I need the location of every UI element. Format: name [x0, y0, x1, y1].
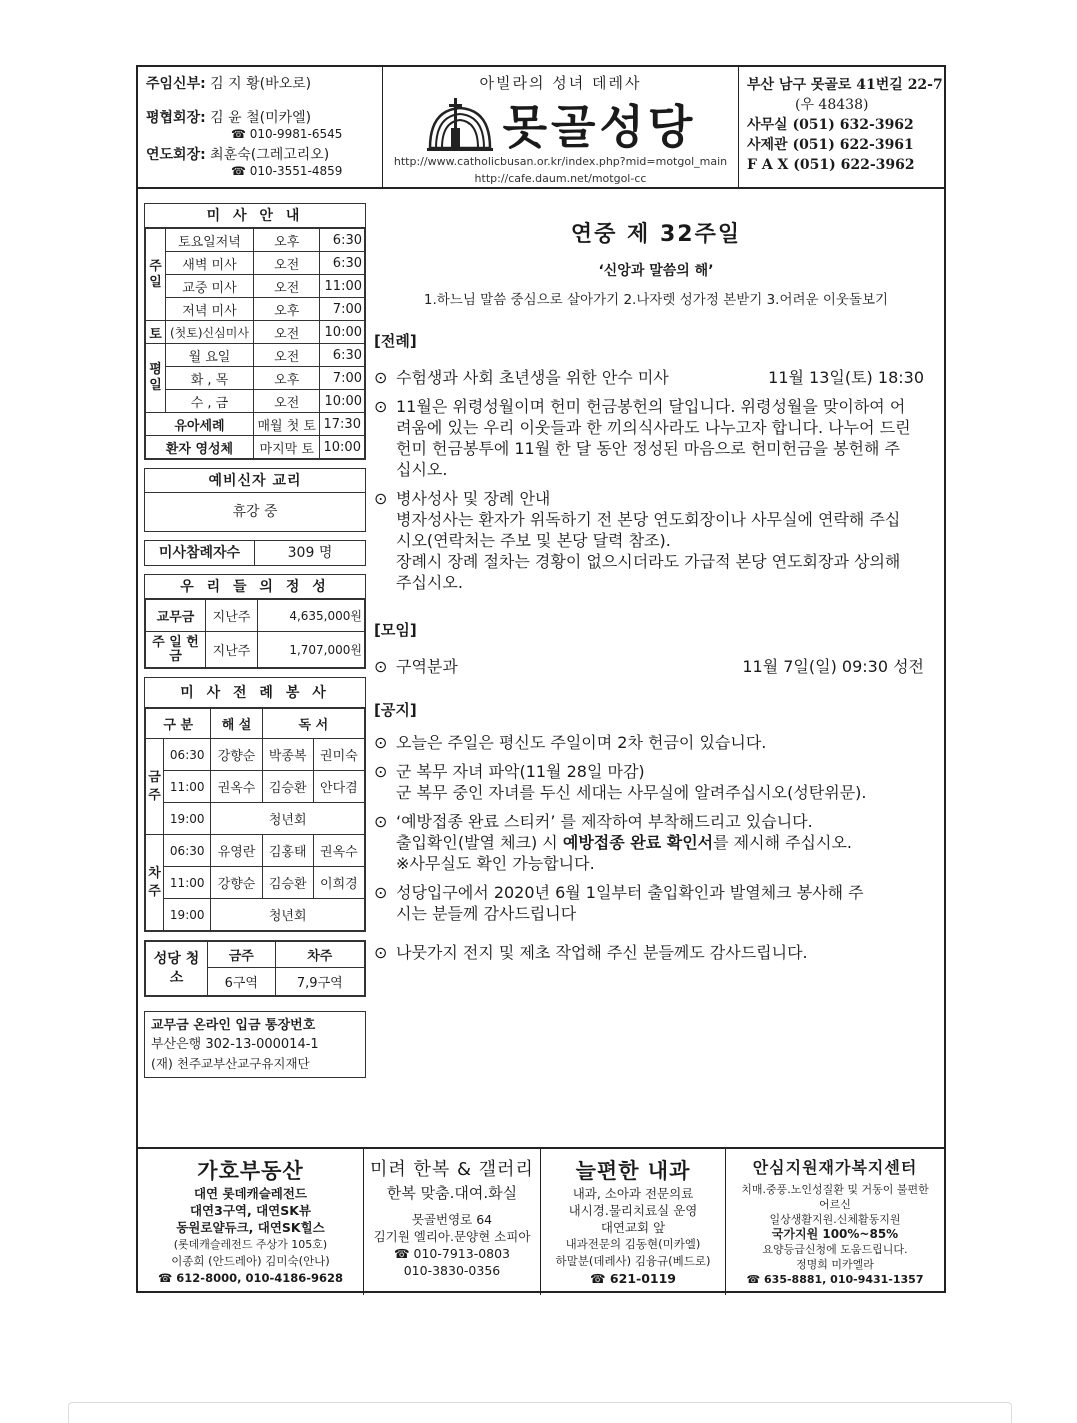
- ad-care-center: [726, 1149, 944, 1295]
- server-commentator: 권옥수: [211, 771, 262, 803]
- mass-name: 화 , 목: [166, 367, 254, 390]
- mass-ampm: 오전: [253, 390, 320, 413]
- server-youth: 청년회: [211, 899, 365, 931]
- clergy-info: [138, 67, 383, 187]
- notice-date: 11월 7일(일) 09:30 성전: [742, 657, 924, 676]
- mass-name: 수 , 금: [166, 390, 254, 413]
- cleaning-next-head: 차주: [275, 942, 364, 968]
- offering-title: 우 리 들 의 정 성: [145, 575, 365, 599]
- offering-period: 지난주: [206, 632, 258, 668]
- saturday-group-label: 토: [146, 321, 166, 344]
- notice-text: 성당입구에서 2020년 6월 1일부터 출입확인과 발열체크 봉사해 주시는 분들께 감사드립니다: [396, 883, 864, 923]
- this-week-label: 금주: [146, 739, 164, 835]
- pastor-label: 주임신부:: [146, 76, 206, 92]
- attendance-box: [144, 540, 366, 566]
- catechism-title: 예비신자 교리: [145, 469, 365, 493]
- cleaning-label: 성당 청소: [146, 942, 208, 996]
- notice-text: 를 제시해 주십시오.: [713, 833, 853, 852]
- list-item: [370, 942, 942, 963]
- mass-time: 11:00: [320, 275, 365, 298]
- mass-ampm: 오전: [253, 321, 320, 344]
- server-reader: 안다겸: [313, 771, 364, 803]
- mass-time: 6:30: [320, 344, 365, 367]
- server-commentator: 강향순: [211, 867, 262, 899]
- notice-text: 병사성사 및 장례 안내: [396, 489, 551, 508]
- section-notice: [공지]: [374, 701, 417, 719]
- list-item: [370, 656, 942, 677]
- table-row: [146, 942, 365, 968]
- patron-saint: 아빌라의 성녀 데레사: [479, 74, 642, 92]
- cleaning-this-area: 6구역: [208, 968, 276, 996]
- parish-banner: [383, 67, 739, 187]
- table-row: [146, 803, 365, 835]
- mass-name: (첫토)신심미사: [166, 321, 254, 344]
- list-item: [370, 396, 942, 480]
- sick-communion-label: 환자 영성체: [146, 436, 254, 459]
- ad-line: ☎ 621-0119: [590, 1271, 676, 1286]
- parish-contact: [739, 67, 944, 187]
- mass-time: 7:00: [320, 298, 365, 321]
- ad-hanbok: [364, 1149, 541, 1295]
- notice-text: 군 복무 중인 자녀를 두신 세대는 사무실에 알려주십시오(성탄위문).: [396, 783, 867, 802]
- list-item: [370, 761, 942, 803]
- list-item: [370, 882, 942, 924]
- year-goals: 1.하느님 말씀 중심으로 살아가기 2.나자렛 성가정 본받기 3.어려운 이웃돌보기: [423, 292, 889, 308]
- server-reader: 김승환: [262, 867, 313, 899]
- table-row: [146, 600, 365, 632]
- table-row: [146, 835, 365, 867]
- office-phone: 사무실 (051) 632-3962: [747, 117, 914, 133]
- bullet-icon: ⊙: [374, 943, 388, 962]
- offering-period: 지난주: [206, 600, 258, 632]
- server-time: 19:00: [164, 803, 211, 835]
- infant-baptism-time: 17:30: [320, 413, 365, 436]
- cleaning-table: [145, 941, 365, 996]
- catechism-status: 휴강 중: [232, 504, 278, 520]
- server-reader: 김승환: [262, 771, 313, 803]
- table-row: [146, 867, 365, 899]
- ad-title: 늘편한 내과: [575, 1159, 691, 1183]
- server-reader: 권옥수: [313, 835, 364, 867]
- mass-ampm: 오후: [253, 367, 320, 390]
- mass-name: 토요일저녁: [166, 229, 254, 252]
- mass-name: 저녁 미사: [166, 298, 254, 321]
- bullet-icon: ⊙: [374, 657, 388, 676]
- sidebar: [144, 203, 366, 1086]
- server-reader: 박종복: [262, 739, 313, 771]
- server-time: 11:00: [164, 867, 211, 899]
- table-row: [146, 275, 365, 298]
- server-reader: 권미숙: [313, 739, 364, 771]
- bullet-icon: ⊙: [374, 883, 388, 902]
- table-row: [146, 709, 365, 739]
- notices-content: [370, 195, 942, 1115]
- bullet-icon: ⊙: [374, 812, 388, 831]
- table-row: [146, 739, 365, 771]
- bank-box: [144, 1011, 366, 1078]
- mass-schedule: [144, 203, 366, 460]
- offering-table: [145, 599, 365, 668]
- parish-address: 부산 남구 못골로 41번길 22-7: [747, 77, 943, 93]
- weekday-group-label: 평일: [146, 344, 166, 413]
- ad-line: 요양등급신청에 도움드립니다.: [762, 1243, 908, 1256]
- table-row: [146, 367, 365, 390]
- council-label: 평협회장:: [146, 110, 206, 126]
- ad-line: 국가지원 100%~85%: [771, 1227, 899, 1241]
- mass-time: 6:30: [320, 229, 365, 252]
- table-row: [146, 899, 365, 931]
- mass-ampm: 오전: [253, 252, 320, 275]
- table-row: [146, 390, 365, 413]
- ad-title: 안심지원재가복지센터: [752, 1158, 918, 1177]
- servers-box: [144, 677, 366, 932]
- mass-ampm: 오전: [253, 275, 320, 298]
- server-youth: 청년회: [211, 803, 365, 835]
- bullet-icon: ⊙: [374, 368, 388, 387]
- ad-title: 미려 한복 & 갤러리: [370, 1159, 534, 1180]
- section-meeting: [모임]: [374, 621, 417, 639]
- servers-table: [145, 708, 365, 931]
- table-row: [146, 252, 365, 275]
- notice-text: 11월은 위령성월이며 헌미 헌금봉헌의 달입니다. 위령성월을 맞이하여 어려움에 있는 우리 이웃들과 한 끼의식사라도 나누고자 합니다. 나누어 드린 헌미 헌금봉투에 11월 한 달 동안 정성된 마음으로 헌미헌금을 봉헌해 주십시오.: [396, 397, 911, 479]
- notice-text: 병자성사는 환자가 위독하기 전 본당 연도회장이나 사무실에 연락해 주십시오(연락처는 주보 및 본당 달력 참조).: [396, 510, 901, 550]
- ad-line: 한복 맞춤.대여.화실: [386, 1184, 518, 1202]
- mass-name: 월 요일: [166, 344, 254, 367]
- ad-line: 대연 롯데캐슬레전드: [193, 1186, 308, 1201]
- catechism-box: [144, 468, 366, 532]
- notice-text: 수험생과 사회 초년생을 위한 안수 미사: [396, 368, 669, 387]
- infant-baptism-label: 유아세례: [146, 413, 254, 436]
- bank-title: 교무금 온라인 입금 통장번호: [151, 1018, 316, 1033]
- ad-line: 대연3구역, 대연SK뷰: [189, 1203, 311, 1218]
- notice-text: ‘예방접종 완료 스티커’ 를 제작하여 부착해드리고 있습니다.: [396, 812, 813, 831]
- notice-emphasis: 예방접종 완료 확인서: [562, 833, 714, 852]
- ad-line: 김기원 엘리아.문양현 소피아: [373, 1229, 531, 1244]
- notice-text: 출입확인(발열 체크) 시: [396, 833, 558, 852]
- table-row: [146, 413, 365, 436]
- ad-title: 가호부동산: [197, 1159, 304, 1183]
- sick-communion-time: 10:00: [320, 436, 365, 459]
- servers-head: 구 분: [146, 709, 211, 739]
- mass-ampm: 오후: [253, 298, 320, 321]
- cleaning-box: [144, 940, 366, 997]
- server-time: 06:30: [164, 739, 211, 771]
- ad-line: (롯데캐슬레전드 주상가 105호): [173, 1238, 328, 1251]
- ad-clinic: [541, 1149, 726, 1295]
- cleaning-this-head: 금주: [208, 942, 276, 968]
- ad-line: 010-3830-0356: [403, 1263, 501, 1278]
- ad-line: 못골번영로 64: [411, 1212, 493, 1227]
- leader-label: 연도회장:: [146, 147, 206, 163]
- cleaning-next-area: 7,9구역: [275, 968, 364, 996]
- offering-amount: 1,707,000원: [258, 632, 365, 668]
- bullet-icon: ⊙: [374, 733, 388, 752]
- ad-line: ☎ 010-7913-0803: [393, 1246, 511, 1261]
- parish-name: 못골성당: [502, 100, 697, 154]
- bulletin-header: [138, 67, 944, 189]
- offering-box: [144, 574, 366, 669]
- section-liturgy: [전례]: [374, 332, 417, 350]
- table-row: [146, 344, 365, 367]
- attendance-label: 미사참례자수: [145, 541, 255, 565]
- mass-time: 10:00: [320, 390, 365, 413]
- servers-head: 독 서: [262, 709, 364, 739]
- ad-line: 하말분(데레사) 김융규(베드로): [555, 1254, 711, 1268]
- ad-line: 내과, 소아과 전문의료: [572, 1186, 694, 1201]
- table-row: [146, 298, 365, 321]
- server-time: 11:00: [164, 771, 211, 803]
- page-footer-panel: [68, 1402, 1012, 1423]
- ad-line: 대연교회 앞: [600, 1220, 666, 1235]
- leader-phone: ☎ 010-3551-4859: [231, 164, 343, 178]
- ad-line: ☎ 612-8000, 010-4186-9628: [157, 1271, 344, 1285]
- sick-communion-day: 마지막 토: [253, 436, 320, 459]
- notice-text: 구역분과: [396, 657, 458, 676]
- sponsor-ads: [138, 1147, 944, 1293]
- year-theme: ‘신앙과 말씀의 해’: [598, 263, 714, 279]
- table-row: [146, 436, 365, 459]
- server-reader: 이희경: [313, 867, 364, 899]
- leader-name: 최훈숙(그레고리오): [210, 147, 330, 163]
- parish-zip: (우 48438): [795, 97, 869, 113]
- list-item: [370, 367, 942, 388]
- rectory-phone: 사제관 (051) 622-3961: [747, 137, 914, 153]
- sunday-group-label: 주일: [146, 229, 166, 321]
- ad-line: 어르신: [819, 1198, 851, 1211]
- bullet-icon: ⊙: [374, 762, 388, 781]
- attendance-count: 309 명: [287, 545, 333, 561]
- church-logo-icon: [425, 96, 495, 152]
- notice-text: 오늘은 주일은 평신도 주일이며 2차 헌금이 있습니다.: [396, 733, 767, 752]
- mass-time: 7:00: [320, 367, 365, 390]
- list-item: [370, 811, 942, 874]
- diocese-url[interactable]: http://www.catholicbusan.or.kr/index.php?mid=motgol_main: [393, 155, 728, 168]
- council-phone: ☎ 010-9981-6545: [231, 127, 343, 141]
- table-row: [146, 229, 365, 252]
- ad-real-estate: [138, 1149, 364, 1295]
- servers-head: 해 설: [211, 709, 262, 739]
- servers-title: 미 사 전 례 봉 사: [145, 678, 365, 708]
- table-row: [146, 771, 365, 803]
- server-commentator: 유영란: [211, 835, 262, 867]
- ad-line: ☎ 635-8881, 010-9431-1357: [746, 1273, 924, 1286]
- mass-name: 새벽 미사: [166, 252, 254, 275]
- mass-time: 6:30: [320, 252, 365, 275]
- bank-holder: (재) 천주교부산교구유지재단: [151, 1056, 310, 1071]
- list-item: [370, 732, 942, 753]
- list-item: [370, 488, 942, 593]
- bulletin-sheet: [136, 65, 946, 1293]
- notice-date: 11월 13일(토) 18:30: [768, 368, 924, 387]
- week-title: 연중 제 32주일: [570, 222, 742, 247]
- notice-text: 군 복무 자녀 파악(11월 28일 마감): [396, 762, 645, 781]
- table-row: [146, 632, 365, 668]
- bullet-icon: ⊙: [374, 489, 388, 508]
- server-time: 06:30: [164, 835, 211, 867]
- ad-line: 정명희 미카엘라: [796, 1258, 874, 1271]
- bullet-icon: ⊙: [374, 397, 388, 416]
- mass-time: 10:00: [320, 321, 365, 344]
- mass-name: 교중 미사: [166, 275, 254, 298]
- next-week-label: 차주: [146, 835, 164, 931]
- ad-line: 내시경.물리치료실 운영: [568, 1203, 698, 1218]
- notice-text: ※사무실도 확인 가능합니다.: [396, 854, 595, 873]
- mass-ampm: 오후: [253, 229, 320, 252]
- mass-ampm: 오전: [253, 344, 320, 367]
- offering-label: 주 일 헌 금: [146, 632, 206, 668]
- pastor-name: 김 지 황(바오로): [210, 76, 312, 92]
- mass-table: [145, 228, 365, 459]
- server-commentator: 강향순: [211, 739, 262, 771]
- mass-schedule-title: 미 사 안 내: [145, 204, 365, 228]
- infant-baptism-day: 매월 첫 토: [253, 413, 320, 436]
- ad-line: 치매.중풍.노인성질환 및 거동이 불편한: [741, 1183, 929, 1196]
- council-name: 김 윤 철(미카엘): [210, 110, 312, 126]
- ad-line: 동원로얄듀크, 대연SK힐스: [176, 1220, 325, 1235]
- offering-label: 교무금: [146, 600, 206, 632]
- notice-text: 나뭇가지 전지 및 제초 작업해 주신 분들께도 감사드립니다.: [396, 943, 808, 962]
- ad-line: 내과전문의 김동현(미카엘): [565, 1237, 701, 1251]
- server-time: 19:00: [164, 899, 211, 931]
- table-row: [146, 321, 365, 344]
- notice-text: 장례시 장례 절차는 경황이 없으시더라도 가급적 본당 연도회장과 상의해 주십시오.: [396, 552, 901, 592]
- bank-account: 부산은행 302-13-000014-1: [151, 1037, 319, 1052]
- server-reader: 김홍태: [262, 835, 313, 867]
- fax-number: F A X (051) 622-3962: [747, 157, 915, 173]
- ad-line: 이종희 (안드레아) 김미숙(안나): [171, 1254, 330, 1268]
- cafe-url[interactable]: http://cafe.daum.net/motgol-cc: [474, 172, 647, 185]
- ad-line: 일상생활지원.신체활동지원: [769, 1213, 901, 1226]
- offering-amount: 4,635,000원: [258, 600, 365, 632]
